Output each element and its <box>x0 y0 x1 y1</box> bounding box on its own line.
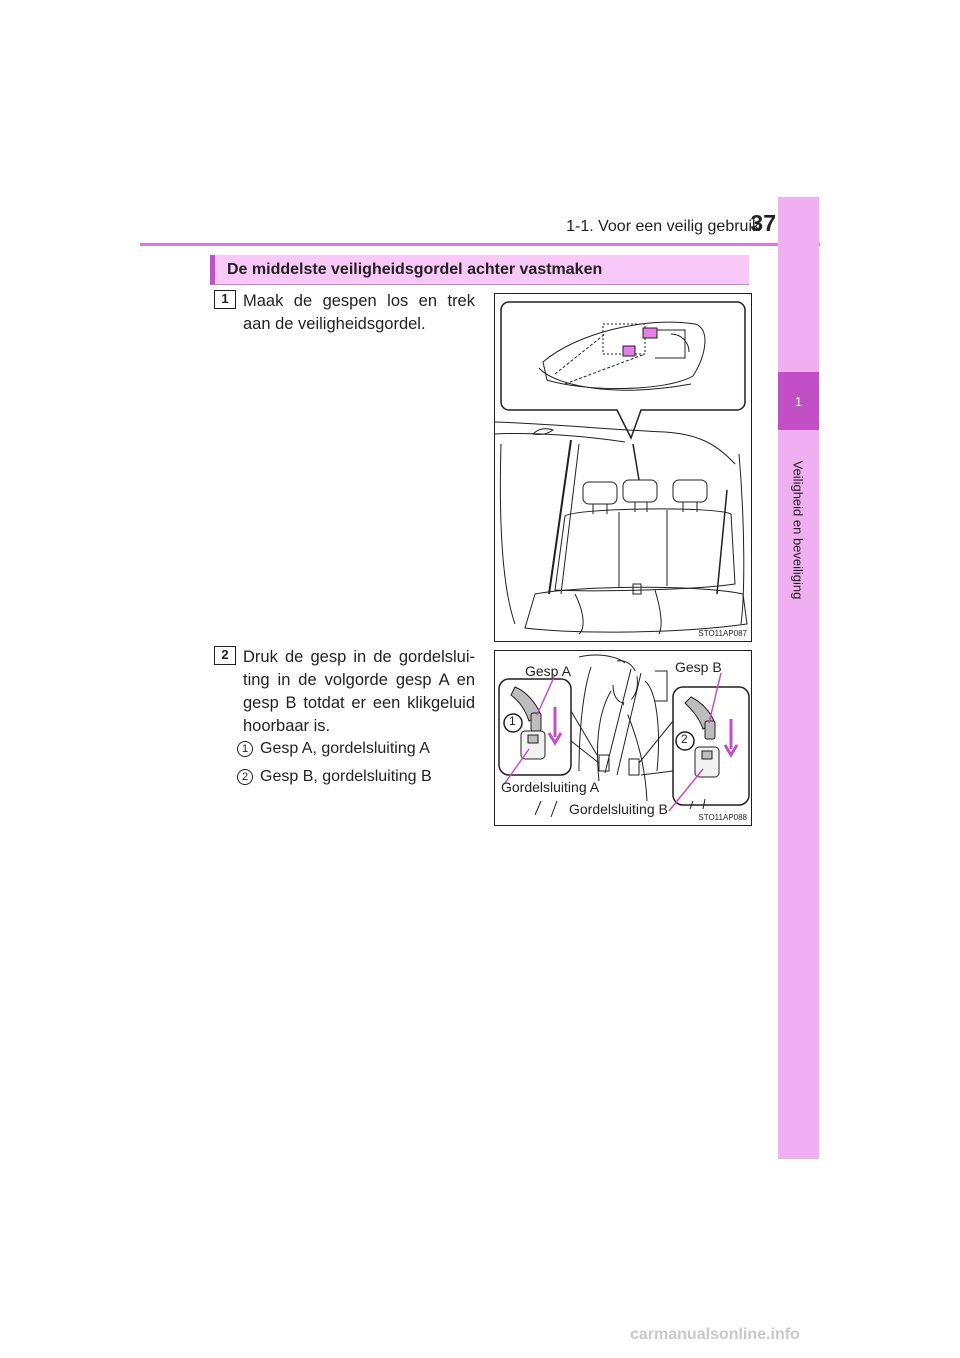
list-item-text: Gesp B, gordelsluiting B <box>260 768 432 785</box>
step-number-box: 2 <box>214 646 236 665</box>
figure-rear-seat-belt <box>494 293 752 642</box>
chapter-tab[interactable] <box>778 372 819 430</box>
circled-number: 2 <box>237 769 253 785</box>
callout-number: 1 <box>509 714 516 728</box>
chapter-sidebar <box>778 197 819 1159</box>
step-number-box: 1 <box>214 290 236 309</box>
list-item-text: Gesp A, gordelsluiting A <box>260 740 430 757</box>
rear-seat-illustration <box>495 294 753 643</box>
label-gordelsluiting-b: Gordelsluiting B <box>569 801 668 817</box>
chapter-title: Veiligheid en beveiliging <box>790 460 806 600</box>
step-text: Druk de gesp in de gordelslui-ting in de volgorde gesp A en gesp B totdat er een klikgeluid hoorbaar is. <box>243 648 475 735</box>
label-gordelsluiting-a: Gordelsluiting A <box>501 779 600 795</box>
callout-number: 2 <box>681 732 688 746</box>
list-item <box>237 768 432 786</box>
chapter-number: 1 <box>794 393 803 409</box>
header-rule <box>140 243 820 246</box>
label-gesp-b: Gesp B <box>675 659 722 675</box>
page-number: 37 <box>750 210 776 236</box>
list-item <box>237 740 430 758</box>
section-title: De middelste veiligheidsgordel achter vastmaken <box>210 255 749 285</box>
step-text: Maak de gespen los en trek aan de veiligheidsgordel. <box>243 292 475 333</box>
header-section-title: 1-1. Voor een veilig gebruik <box>566 218 760 235</box>
label-gesp-a: Gesp A <box>525 663 571 679</box>
watermark: carmanualsonline.info <box>630 1326 800 1343</box>
figure-code: STO11AP087 <box>698 629 747 638</box>
figure-code: STO11AP088 <box>698 813 747 822</box>
circled-number: 1 <box>237 741 253 757</box>
figure-buckle-sequence <box>494 650 752 826</box>
